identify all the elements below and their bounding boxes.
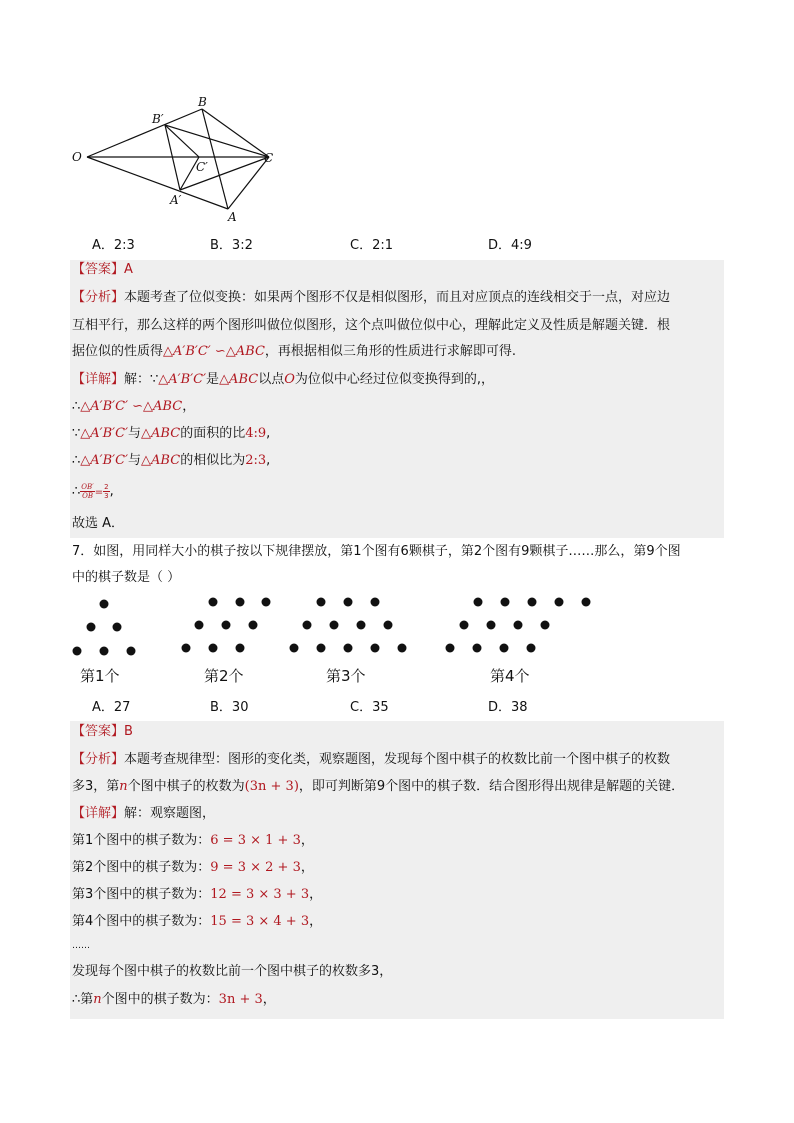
piece xyxy=(290,644,299,653)
q6-analysis-text-1: 本题考查了位似变换：如果两个图形不仅是相似图形，而且对应顶点的连线相交于一点，对应边 xyxy=(124,290,671,305)
q6-detail-3m3: 4:9 xyxy=(245,426,267,441)
q6-analysis-math: △A′B′C′ ∽△ABC xyxy=(163,344,265,359)
piece xyxy=(249,621,258,630)
piece xyxy=(195,621,204,630)
piece xyxy=(371,644,380,653)
q7-analysis-line-2 xyxy=(72,777,684,797)
q6-frac2-num: 2 xyxy=(104,483,109,491)
q7-row-3-label: 第3个图中的棋子数为： xyxy=(72,887,211,902)
piece xyxy=(113,623,122,632)
q6-detail-5b: , xyxy=(109,484,114,499)
piece xyxy=(127,647,136,656)
q6-detail-1a: 解：∵ xyxy=(124,372,159,387)
q6-detail-2m: △A′B′C′ ∽△ABC xyxy=(80,399,183,414)
q7-row-4-label: 第4个图中的棋子数为： xyxy=(72,914,211,929)
piece xyxy=(371,598,380,607)
q7-analysis-2m1: n xyxy=(119,779,128,794)
q7-analysis-2c: ，即可判断第9个图中的棋子数．结合图形得出规律是解题的关键． xyxy=(298,779,685,794)
q7-analysis-line-1 xyxy=(72,750,670,770)
piece xyxy=(501,598,510,607)
q6-detail-line-5 xyxy=(72,482,114,503)
q6-option-c: C．2:1 xyxy=(350,238,393,253)
q7-detail-line xyxy=(72,804,215,824)
q7-nth-c: ， xyxy=(262,992,276,1007)
piece xyxy=(330,621,339,630)
q6-detail-1m2: △ABC xyxy=(219,372,259,387)
piece xyxy=(398,644,407,653)
piece xyxy=(541,621,550,630)
piece xyxy=(474,598,483,607)
similarity-figure xyxy=(68,92,288,227)
q7-option-b: B．30 xyxy=(210,700,249,715)
q6-analysis-line-3 xyxy=(72,342,516,362)
q7-row-2-end: ， xyxy=(300,860,314,875)
q7-nth-b: 个图中的棋子数为： xyxy=(101,992,219,1007)
piece xyxy=(236,644,245,653)
q6-detail-tag: 【详解】 xyxy=(72,372,125,387)
q7-analysis-2m2: (3n + 3) xyxy=(244,779,299,794)
q6-detail-4m1: △A′B′C′ xyxy=(80,453,129,468)
q7-option-d: D．38 xyxy=(488,700,528,715)
q6-frac1-den: OB xyxy=(82,492,93,500)
q6-detail-1m3: O xyxy=(284,372,295,387)
q7-row-2 xyxy=(72,858,314,878)
q6-analysis-3b: ，再根据相似三角形的性质进行求解即可得. xyxy=(264,344,517,359)
q7-analysis-2a: 多3，第 xyxy=(72,779,120,794)
q7-row-2-label: 第2个图中的棋子数为： xyxy=(72,860,211,875)
q6-ratio-fraction-1 xyxy=(80,483,94,500)
q7-row-3-formula: 12 = 3 × 3 + 3 xyxy=(210,887,310,902)
piece xyxy=(487,621,496,630)
q7-answer-line xyxy=(72,722,133,742)
q6-detail-4c: 的相似比为 xyxy=(180,453,246,468)
q6-detail-3c: 的面积的比 xyxy=(180,426,246,441)
q6-conclusion: 故选 A． xyxy=(72,516,125,531)
q7-row-1-end: ， xyxy=(300,833,314,848)
q6-frac-eq: = xyxy=(94,487,104,498)
piece xyxy=(236,598,245,607)
q7-row-3 xyxy=(72,885,322,905)
piece xyxy=(100,647,109,656)
q7-row-4-end: ， xyxy=(309,914,323,929)
q7-ellipsis: …… xyxy=(72,941,90,951)
label-A-prime: A′ xyxy=(170,193,182,207)
piece xyxy=(460,621,469,630)
q7-nth-line xyxy=(72,990,276,1010)
q7-nth-m2: 3n + 3 xyxy=(218,992,263,1007)
q7-stem-line-2: 中的棋子数是（ ） xyxy=(72,570,181,585)
piece xyxy=(384,621,393,630)
q6-detail-line-2 xyxy=(72,397,195,417)
q6-answer-tag: 【答案】 xyxy=(72,262,125,277)
q7-row-1-label: 第1个图中的棋子数为： xyxy=(72,833,211,848)
q6-detail-1d: 为位似中心经过位似变换得到的,， xyxy=(294,372,495,387)
q7-analysis-2b: 个图中棋子的枚数为 xyxy=(127,779,245,794)
caption-4: 第4个 xyxy=(490,667,530,685)
piece xyxy=(317,598,326,607)
caption-3: 第3个 xyxy=(326,667,366,685)
q7-nth-a: ∴第 xyxy=(72,992,94,1007)
label-B-prime: B′ xyxy=(152,112,164,126)
q6-detail-4b: 与 xyxy=(128,453,142,468)
piece xyxy=(209,644,218,653)
q7-observation: 发现每个图中棋子的枚数比前一个图中棋子的枚数多3， xyxy=(72,964,393,979)
q6-detail-3m1: △A′B′C′ xyxy=(80,426,129,441)
piece xyxy=(582,598,591,607)
q7-stem-line-1: 7．如图，用同样大小的棋子按以下规律摆放，第1个图有6颗棋子，第2个图有9颗棋子……那么，第9个图 xyxy=(72,544,681,559)
piece xyxy=(344,644,353,653)
q6-detail-4d: , xyxy=(266,453,271,468)
piece xyxy=(344,598,353,607)
q7-analysis-text-1: 本题考查规律型：图形的变化类，观察题图，发现每个图中棋子的枚数比前一个图中棋子的枚数 xyxy=(124,752,671,767)
q7-option-c: C．35 xyxy=(350,700,389,715)
piece xyxy=(473,644,482,653)
q6-option-a: A．2:3 xyxy=(92,238,135,253)
q6-option-d: D．4:9 xyxy=(488,238,532,253)
piece xyxy=(555,598,564,607)
label-B: B xyxy=(198,95,207,109)
q6-analysis-line-1 xyxy=(72,288,670,308)
piece xyxy=(303,621,312,630)
piece xyxy=(528,598,537,607)
label-A: A xyxy=(228,210,237,224)
q6-detail-4a: ∴ xyxy=(72,453,81,468)
q7-nth-m1: n xyxy=(93,992,102,1007)
q6-detail-line-3 xyxy=(72,424,270,444)
q6-detail-4m3: 2:3 xyxy=(245,453,267,468)
q7-answer-tag: 【答案】 xyxy=(72,724,125,739)
piece xyxy=(262,598,271,607)
q6-detail-3d: , xyxy=(266,426,271,441)
piece xyxy=(500,644,509,653)
q6-answer: A xyxy=(124,262,133,277)
q6-detail-2a: ∴ xyxy=(72,399,81,414)
piece xyxy=(100,600,109,609)
q6-analysis-tag: 【分析】 xyxy=(72,290,125,305)
q6-detail-3m2: △ABC xyxy=(141,426,181,441)
piece xyxy=(514,621,523,630)
q6-answer-line xyxy=(72,260,133,280)
q7-row-4 xyxy=(72,912,322,932)
q6-detail-1c: 以点 xyxy=(258,372,285,387)
piece xyxy=(357,621,366,630)
q6-frac1-num: OB′ xyxy=(81,483,94,491)
piece xyxy=(209,598,218,607)
q7-row-1 xyxy=(72,831,314,851)
label-O: O xyxy=(72,150,82,164)
piece xyxy=(527,644,536,653)
q6-detail-4m2: △ABC xyxy=(141,453,181,468)
q7-row-1-formula: 6 = 3 × 1 + 3 xyxy=(210,833,301,848)
q6-detail-2b: ， xyxy=(182,399,196,414)
q7-analysis-tag: 【分析】 xyxy=(72,752,125,767)
q6-analysis-line-2: 互相平行，那么这样的两个图形叫做位似图形，这个点叫做位似中心，理解此定义及性质是解题关键．根 xyxy=(72,318,671,333)
piece xyxy=(222,621,231,630)
q7-option-a: A．27 xyxy=(92,700,131,715)
q6-detail-3a: ∵ xyxy=(72,426,81,441)
q7-detail-tag: 【详解】 xyxy=(72,806,125,821)
q6-detail-5a: ∴ xyxy=(72,484,81,499)
q7-row-3-end: ， xyxy=(309,887,323,902)
piece xyxy=(87,623,96,632)
label-C-prime: C′ xyxy=(196,160,208,174)
caption-2: 第2个 xyxy=(204,667,244,685)
piece xyxy=(446,644,455,653)
label-C: C xyxy=(264,151,274,165)
piece xyxy=(73,647,82,656)
q6-detail-line-1 xyxy=(72,370,494,390)
q6-detail-line-4 xyxy=(72,451,270,471)
q6-option-b: B．3:2 xyxy=(210,238,253,253)
q6-detail-1b: 是 xyxy=(206,372,220,387)
q7-answer: B xyxy=(124,724,133,739)
q6-analysis-3a: 据位似的性质得 xyxy=(72,344,164,359)
q6-detail-1m1: △A′B′C′ xyxy=(158,372,207,387)
q7-detail-intro: 解：观察题图， xyxy=(124,806,216,821)
q6-frac2-den: 3 xyxy=(104,492,109,500)
q7-row-2-formula: 9 = 3 × 2 + 3 xyxy=(210,860,301,875)
piece xyxy=(182,644,191,653)
q6-detail-3b: 与 xyxy=(128,426,142,441)
q7-row-4-formula: 15 = 3 × 4 + 3 xyxy=(210,914,310,929)
chess-pieces-figure xyxy=(66,590,616,690)
caption-1: 第1个 xyxy=(80,667,120,685)
piece xyxy=(317,644,326,653)
